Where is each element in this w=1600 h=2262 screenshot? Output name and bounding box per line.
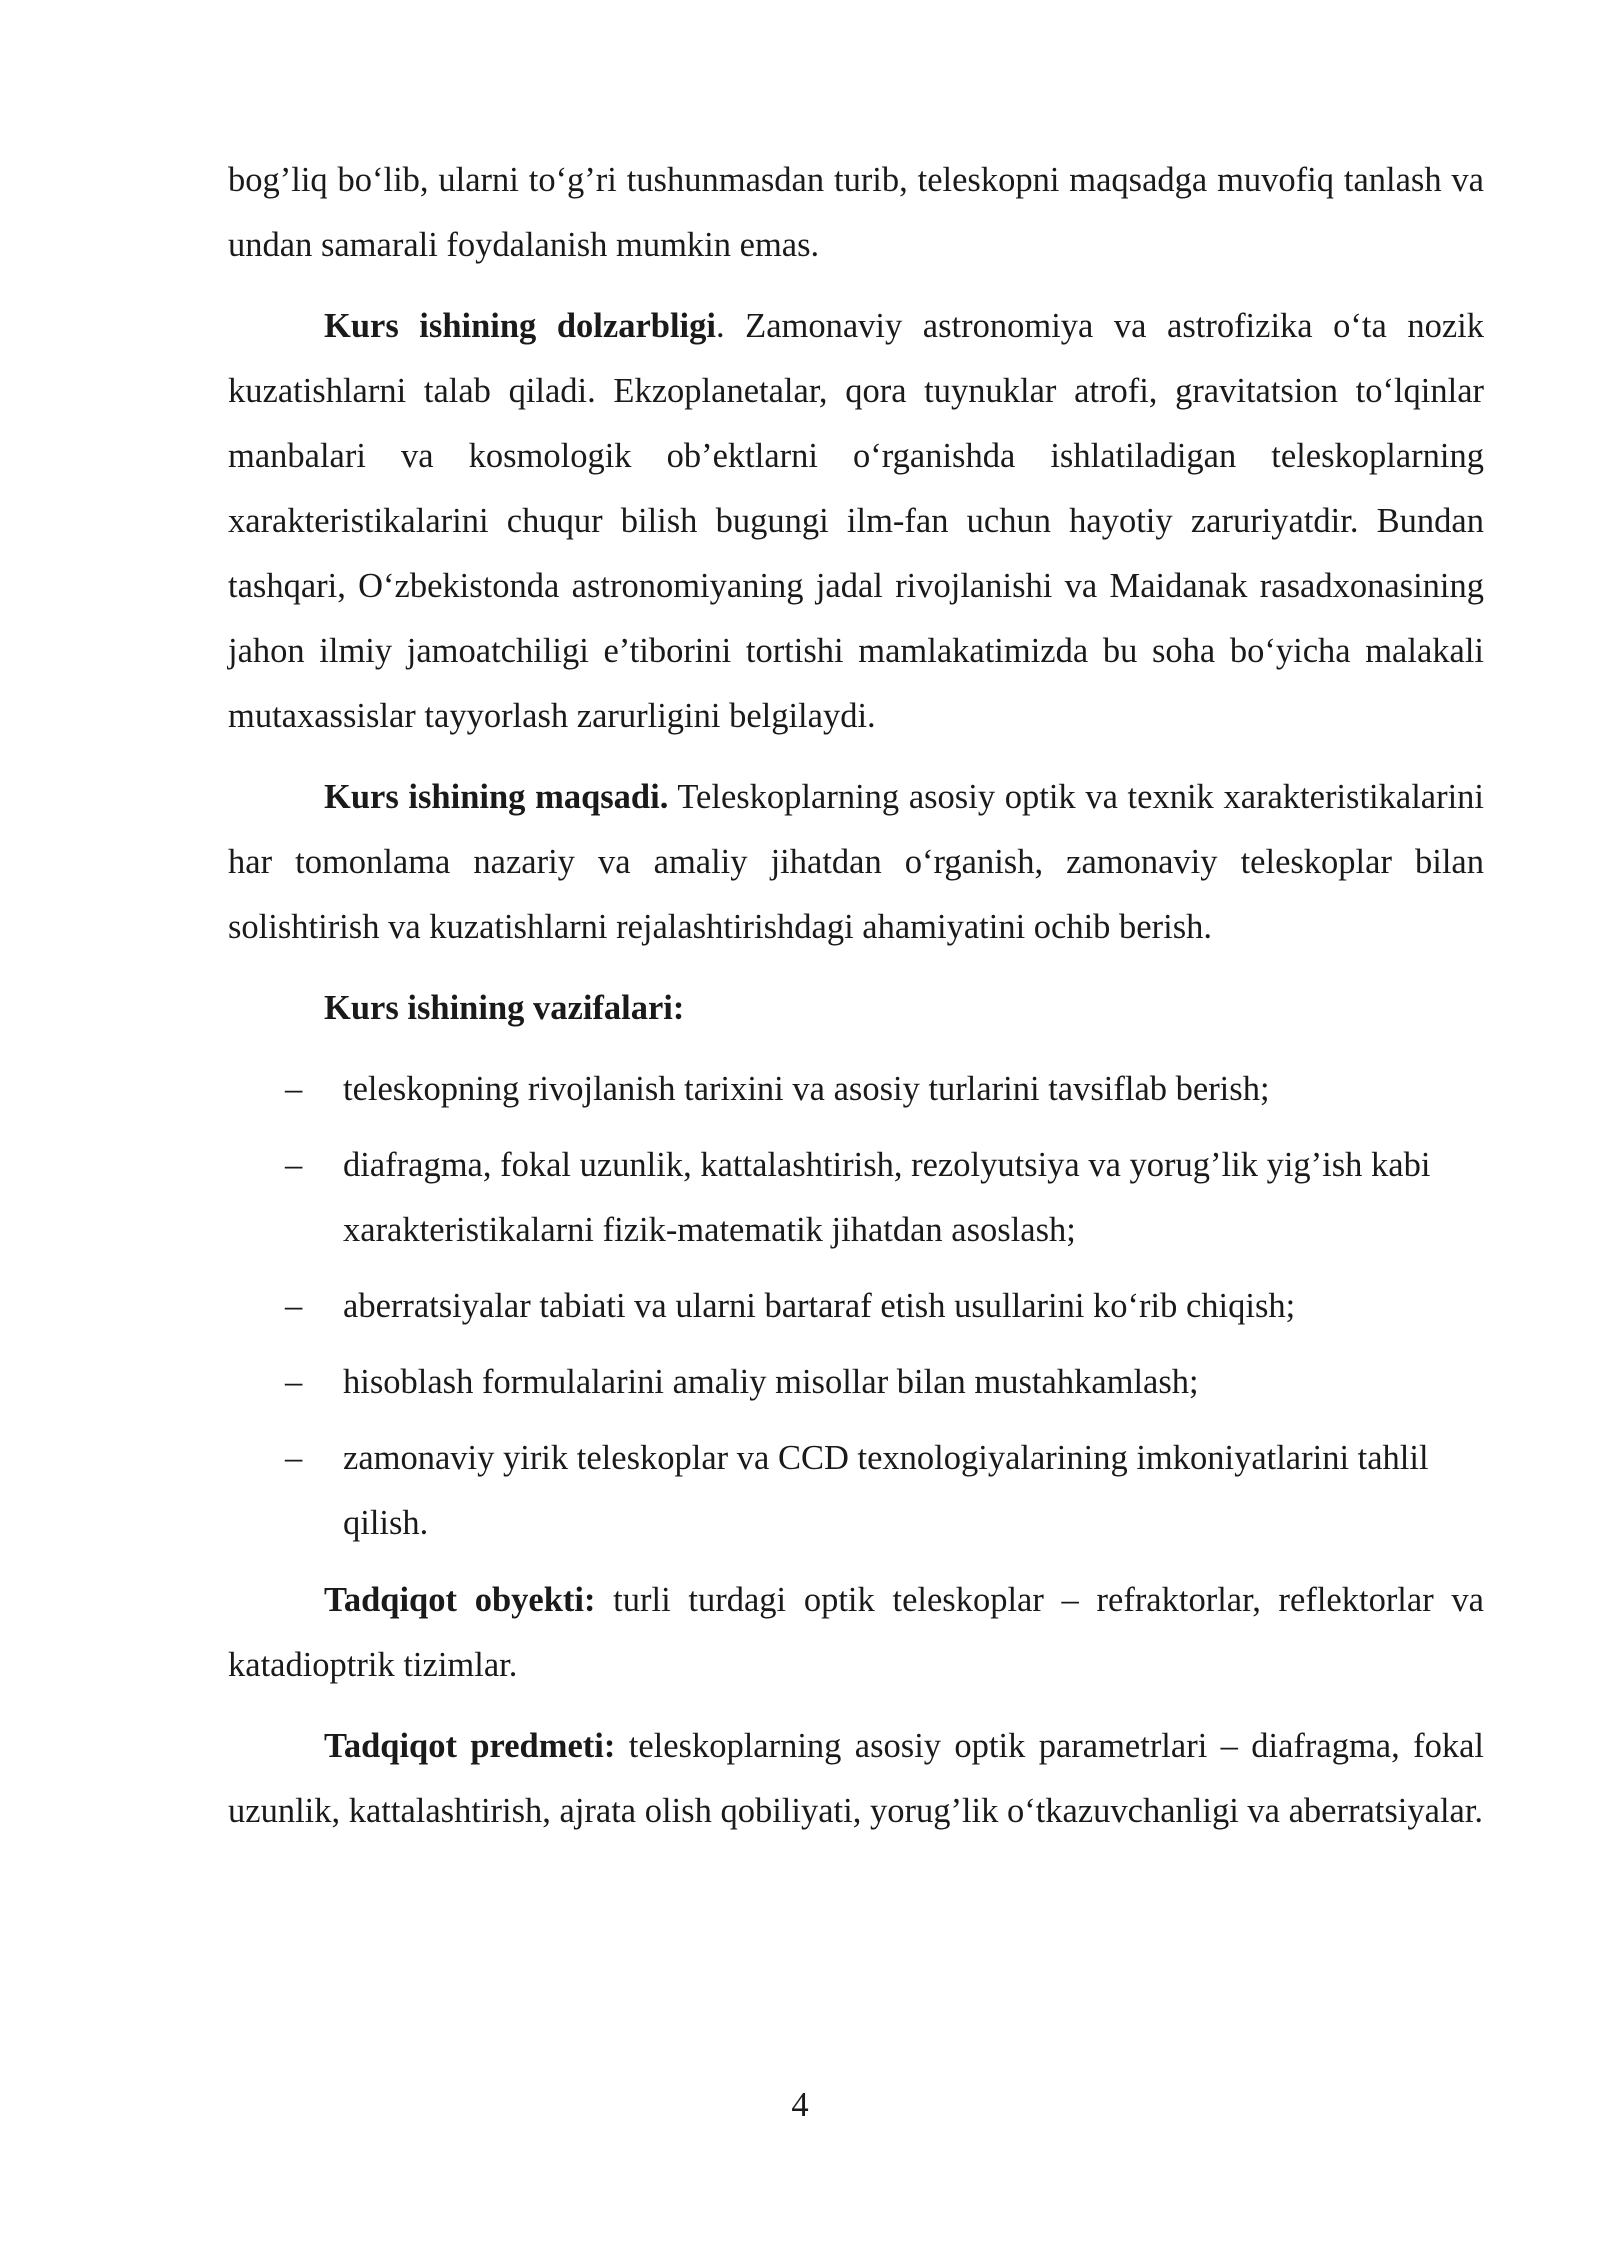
list-item [228,1274,1484,1339]
list-item-text: diafragma, fokal uzunlik, kattalashtirish, rezolyutsiya va yorug’lik yig’ish kabi xarakteristikalarni fizik-matematik jihatdan asoslash; [343,1146,1431,1249]
dash-bullet: – [285,1363,303,1401]
page-number: 4 [791,2086,809,2124]
dash-bullet: – [285,1146,303,1184]
continuation-paragraph: bog’liq bo‘lib, ularni to‘g’ri tushunmasdan turib, teleskopni maqsadga muvofiq tanlash va undan samarali foydalanish mumkin emas. [228,161,1484,264]
dash-bullet: – [285,1287,303,1325]
dash-bullet: – [285,1439,303,1477]
goal-paragraph [228,765,1484,960]
dash-bullet: – [285,1070,303,1108]
relevance-paragraph [228,294,1484,749]
relevance-text: . Zamonaviy astronomiya va astrofizika o‘ta nozik kuzatishlarni talab qiladi. Ekzoplanetalar, qora tuynuklar atrofi, gravitatsion to‘lqinlar manbalari va kosmologik ob’ektlarni o‘rganishda ishlatiladigan teleskoplarning xarakteristikalarini chuqur bilish bugungi ilm-fan uchun hayotiy zaruriyatdir. Bundan tashqari, O‘zbekistonda astronomiyaning jadal rivojlanishi va Maidanak rasadxonasining jahon ilmiy jamoatchiligi e’tiborini tortishi mamlakatimizda bu soha bo‘yicha malakali mutaxassislar tayyorlash zarurligini belgilaydi. [228,307,1484,735]
list-item-text: aberratsiyalar tabiati va ularni bartaraf etish usullarini ko‘rib chiqish; [343,1287,1296,1325]
object-paragraph [228,1568,1484,1698]
object-heading: Tadqiqot obyekti: [324,1581,596,1619]
tasks-heading: Kurs ishining vazifalari: [324,989,685,1027]
relevance-heading: Kurs ishining dolzarbligi [324,307,716,345]
list-item [228,1133,1484,1263]
list-item [228,1426,1484,1556]
tasks-list [228,1057,1484,1556]
list-item [228,1350,1484,1415]
subject-text: teleskoplarning asosiy optik parametrlari – diafragma, fokal uzunlik, kattalashtirish, ajrata olish qobiliyati, yorug’lik o‘tkazuvchanligi va aberratsiyalar. [228,1727,1484,1830]
goal-text: Teleskoplarning asosiy optik va texnik xarakteristikalarini har tomonlama nazariy va amaliy jihatdan o‘rganish, zamonaviy teleskoplar bilan solishtirish va kuzatishlarni rejalashtirishdagi ahamiyatini ochib berish. [228,778,1484,946]
list-item [228,1057,1484,1122]
list-item-text: zamonaviy yirik teleskoplar va CCD texnologiyalarining imkoniyatlarini tahlil qilish. [343,1439,1429,1542]
object-text: turli turdagi optik teleskoplar – refraktorlar, reflektorlar va katadioptrik tizimlar. [228,1581,1484,1684]
list-item-text: hisoblash formulalarini amaliy misollar bilan mustahkamlash; [343,1363,1199,1401]
list-item-text: teleskopning rivojlanish tarixini va asosiy turlarini tavsiflab berish; [343,1070,1270,1108]
goal-heading: Kurs ishining maqsadi. [324,778,669,816]
document-body [228,148,1484,1860]
subject-heading: Tadqiqot predmeti: [324,1727,616,1765]
subject-paragraph [228,1714,1484,1844]
